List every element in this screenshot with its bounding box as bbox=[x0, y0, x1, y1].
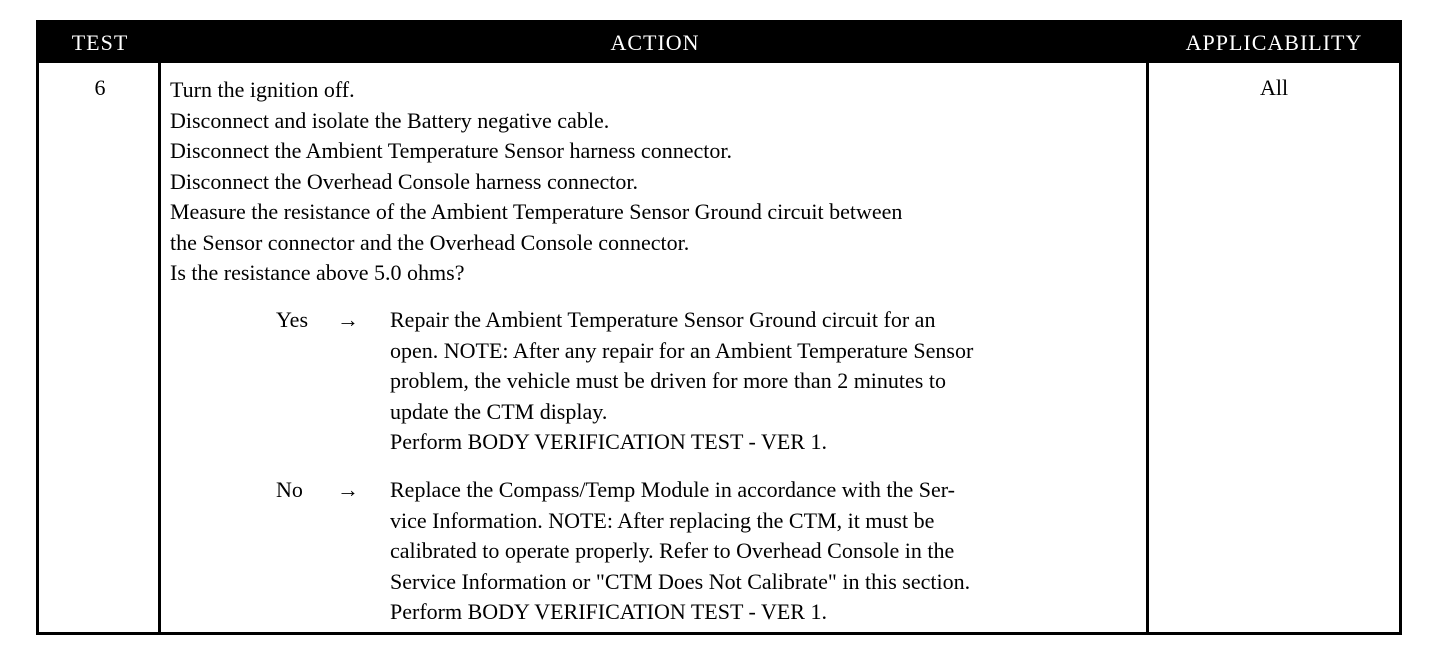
applicability-value: All bbox=[1259, 75, 1289, 100]
no-line: Service Information or "CTM Does Not Calibrate" in this section. bbox=[390, 568, 971, 594]
right-arrow-icon: → bbox=[337, 477, 359, 502]
column-divider-test bbox=[158, 63, 161, 632]
yes-line: Perform BODY VERIFICATION TEST - VER 1. bbox=[390, 429, 827, 454]
header-applicability: APPLICABILITY bbox=[1185, 30, 1363, 55]
action-line: Disconnect the Overhead Console harness connector. bbox=[170, 168, 638, 194]
diagnostic-test-table bbox=[36, 20, 1402, 635]
table-header bbox=[39, 23, 1399, 63]
yes-line: Repair the Ambient Temperature Sensor Ground circuit for an bbox=[390, 307, 936, 332]
yes-line: problem, the vehicle must be driven for more than 2 minutes to bbox=[390, 368, 946, 393]
action-instructions bbox=[170, 75, 1145, 289]
no-line: vice Information. NOTE: After replacing the CTM, it must be bbox=[390, 507, 935, 533]
action-line: Disconnect the Ambient Temperature Sensor harness connector. bbox=[170, 138, 732, 163]
header-test: TEST bbox=[71, 30, 129, 55]
action-line: Measure the resistance of the Ambient Temperature Sensor Ground circuit between bbox=[170, 199, 903, 224]
action-line: Is the resistance above 5.0 ohms? bbox=[170, 260, 465, 285]
no-line: calibrated to operate properly. Refer to Overhead Console in the bbox=[390, 538, 955, 563]
yes-line: open. NOTE: After any repair for an Ambient Temperature Sensor bbox=[390, 337, 974, 363]
action-line: Turn the ignition off. bbox=[170, 77, 355, 102]
column-divider-applicability bbox=[1146, 63, 1149, 632]
no-line: Perform BODY VERIFICATION TEST - VER 1. bbox=[390, 599, 827, 624]
test-number: 6 bbox=[94, 75, 106, 100]
no-label: No bbox=[276, 477, 303, 502]
action-line: Disconnect and isolate the Battery negative cable. bbox=[170, 107, 610, 133]
yes-instructions bbox=[390, 305, 1142, 458]
yes-line: update the CTM display. bbox=[390, 398, 608, 424]
no-line: Replace the Compass/Temp Module in accordance with the Ser- bbox=[390, 477, 955, 502]
no-instructions bbox=[390, 475, 1142, 628]
right-arrow-icon: → bbox=[337, 307, 359, 332]
action-line: the Sensor connector and the Overhead Console connector. bbox=[170, 229, 690, 255]
header-action: ACTION bbox=[610, 30, 700, 55]
yes-label: Yes bbox=[276, 307, 309, 332]
